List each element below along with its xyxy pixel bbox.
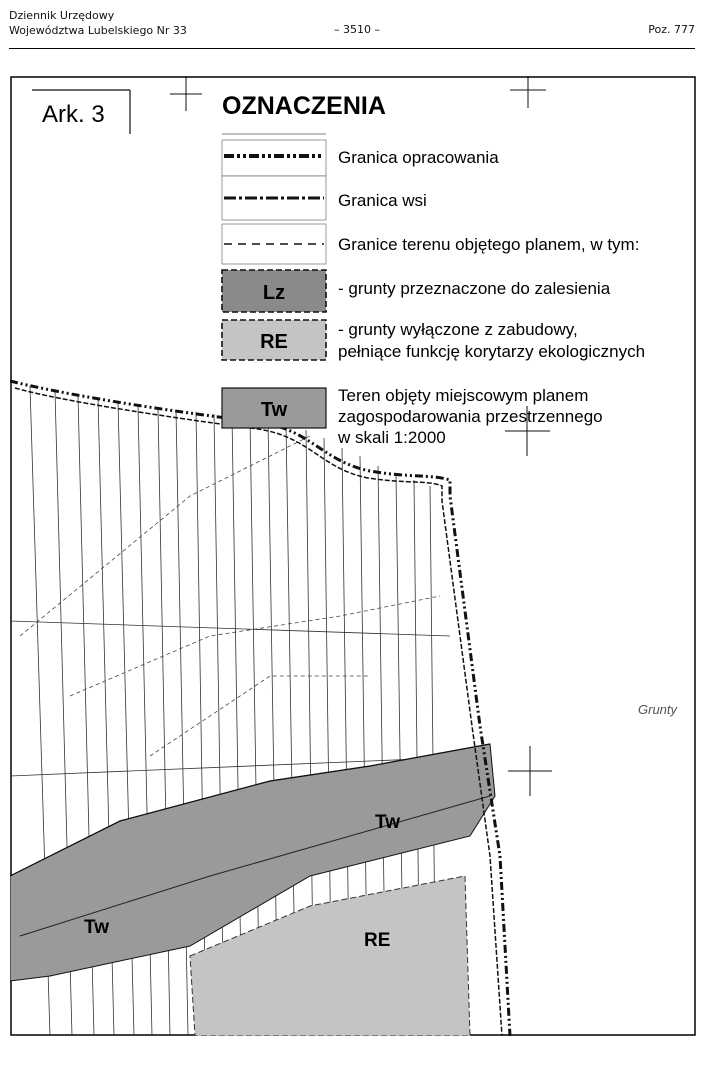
page-header (9, 8, 695, 49)
legend-item-village: Granica wsi (338, 191, 427, 210)
map-sheet (10, 76, 696, 1036)
zone-label-tw-left: Tw (84, 917, 109, 938)
legend-item-boundary: Granica opracowania (338, 148, 499, 167)
position-number: Poz. 777 (648, 23, 695, 36)
legend-item-re-line2: pełniące funkcję korytarzy ekologicznych (338, 342, 646, 361)
journal-line-2: Województwa Lubelskiego Nr 33 (9, 24, 187, 37)
journal-title (9, 8, 187, 38)
sheet-label: Ark. 3 (42, 101, 105, 128)
legend-item-re-line1: - grunty wyłączone z zabudowy, (338, 320, 578, 339)
legend-item-lz: - grunty przeznaczone do zalesienia (338, 279, 611, 298)
legend-item-tw-line3: w skali 1:2000 (338, 428, 446, 447)
journal-line-1: Dziennik Urzędowy (9, 9, 115, 22)
legend-item-plan: Granice terenu objętego planem, w tym: (338, 235, 640, 254)
zone-label-tw-right: Tw (375, 812, 400, 833)
page-number: – 3510 – (334, 23, 380, 36)
zone-label-re: RE (364, 930, 391, 951)
legend-item-tw-line2: zagospodarowania przestrzennego (338, 407, 603, 426)
swatch-re-label: RE (260, 331, 288, 353)
legend-title: OZNACZENIA (222, 92, 386, 120)
swatch-lz-label: Lz (262, 282, 286, 304)
margin-note: Grunty (638, 702, 678, 717)
swatch-tw-label: Tw (260, 399, 288, 421)
legend-item-tw-line1: Teren objęty miejscowym planem (338, 386, 589, 405)
map-svg (10, 76, 696, 1036)
